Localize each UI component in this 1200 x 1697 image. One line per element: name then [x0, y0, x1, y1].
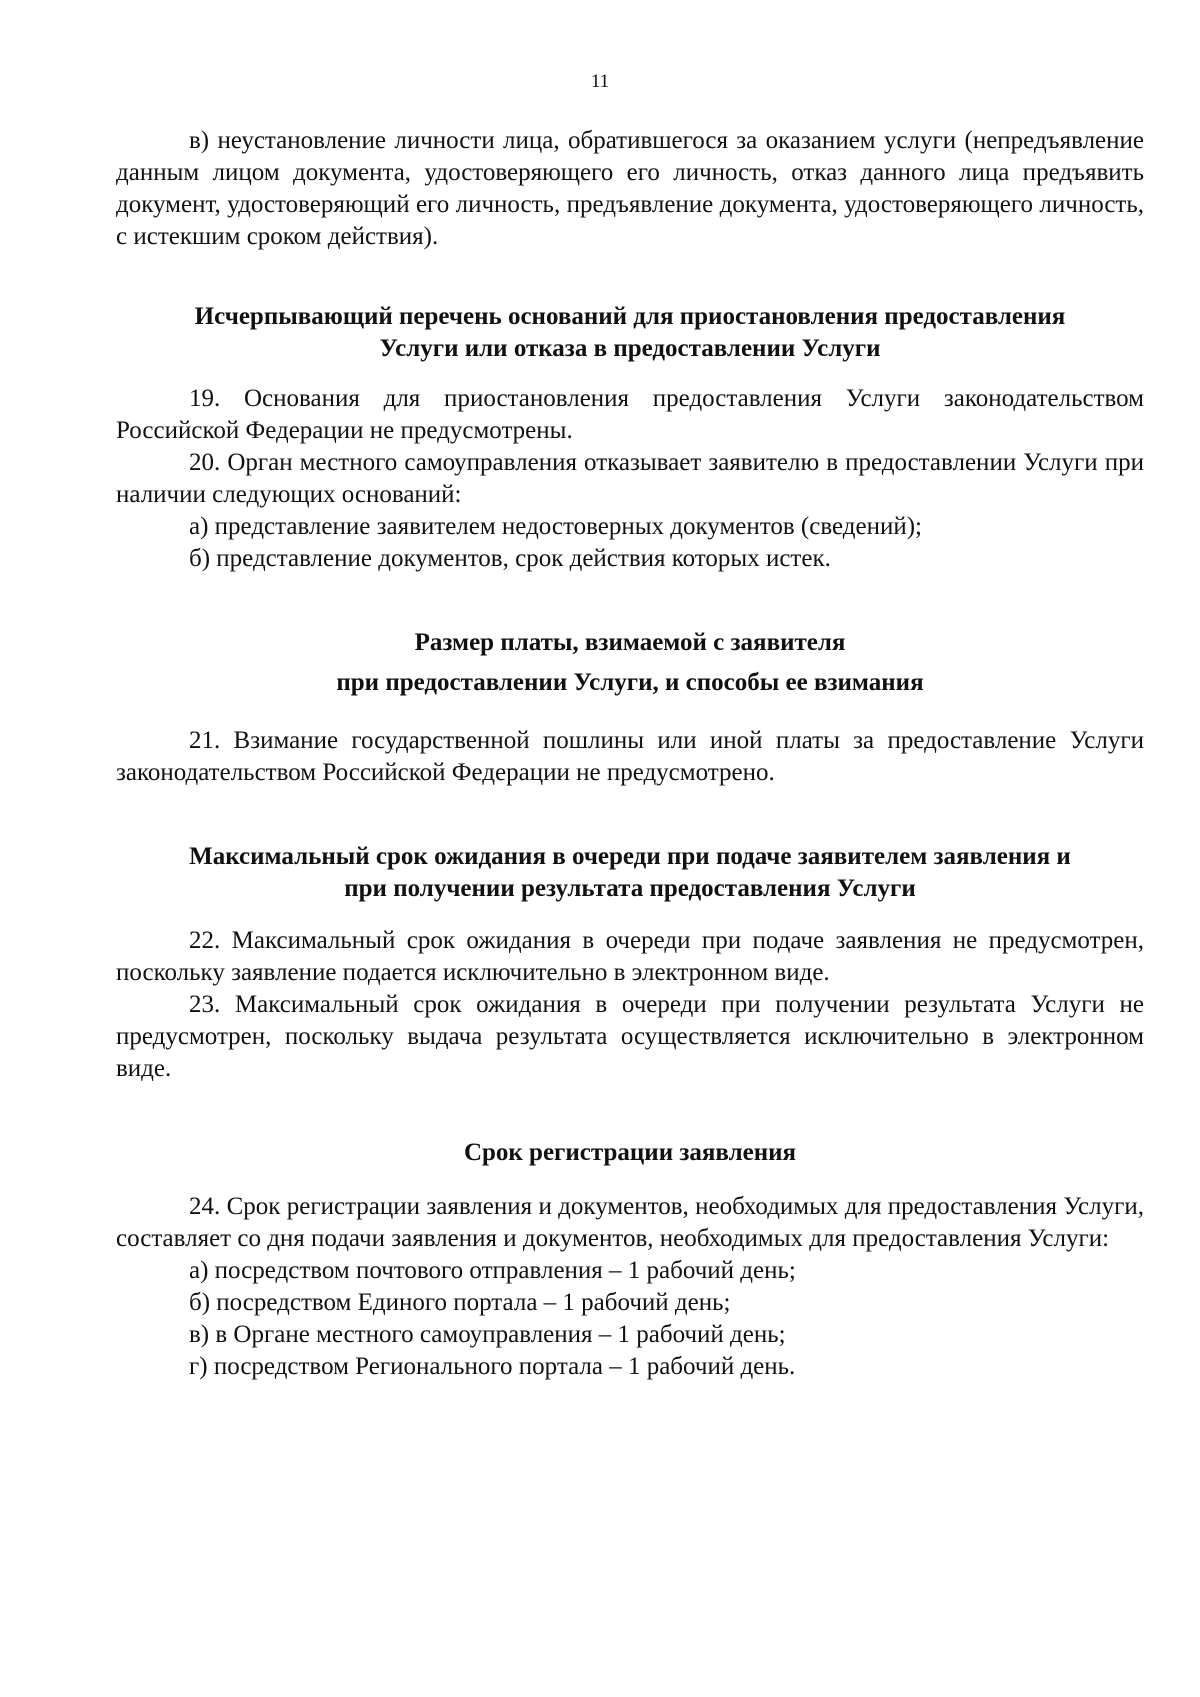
paragraph-24-a: а) посредством почтового отправления – 1 рабочий день; — [189, 1257, 796, 1284]
heading-line: Услуги или отказа в предоставлении Услуги — [379, 335, 881, 362]
paragraph-24-g: г) посредством Регионального портала – 1 рабочий день. — [189, 1353, 796, 1380]
paragraph-v-identity: в) неустановление личности лица, обратившегося за оказанием услуги (непредъявление данным лицом документа, удостоверяющего его личность, отказ данного лица предъявить документ, удостоверяющий его личность, предъявление документа, удостоверяющего личность, с истекшим сроком действия). — [116, 127, 1144, 250]
page-content — [116, 125, 1144, 1383]
paragraph-20-a: а) представление заявителем недостоверных документов (сведений); — [189, 513, 922, 540]
section-heading-suspension-grounds — [116, 301, 1144, 365]
paragraph-24: 24. Срок регистрации заявления и документов, необходимых для предоставления Услуги, составляет со дня подачи заявления и документов, необходимых для предоставления Услуги: — [116, 1193, 1144, 1252]
section-heading-registration-term — [116, 1137, 1144, 1169]
paragraph-22: 22. Максимальный срок ожидания в очереди при подаче заявления не предусмотрен, поскольку заявление подается исключительно в электронном виде. — [116, 927, 1144, 986]
heading-line: при получении результата предоставления Услуги — [344, 875, 916, 902]
paragraph-24-v: в) в Органе местного самоуправления – 1 рабочий день; — [189, 1321, 786, 1348]
paragraph-20-b: б) представление документов, срок действия которых истек. — [189, 545, 831, 572]
heading-line: Срок регистрации заявления — [463, 1139, 797, 1166]
heading-line: Размер платы, взимаемой с заявителя — [414, 629, 846, 656]
paragraph-24-b: б) посредством Единого портала – 1 рабочий день; — [189, 1289, 731, 1316]
heading-line: Максимальный срок ожидания в очереди при подаче заявителем заявления и — [189, 843, 1071, 870]
paragraph-19: 19. Основания для приостановления предоставления Услуги законодательством Российской Федерации не предусмотрены. — [116, 385, 1144, 444]
paragraph-20: 20. Орган местного самоуправления отказывает заявителю в предоставлении Услуги при наличии следующих оснований: — [116, 449, 1144, 508]
section-heading-fee — [116, 623, 1144, 703]
page-number: 11 — [590, 71, 610, 92]
heading-line: при предоставлении Услуги, и способы ее взимания — [336, 669, 924, 696]
section-heading-queue-time — [116, 841, 1144, 905]
paragraph-23: 23. Максимальный срок ожидания в очереди при получении результата Услуги не предусмотрен, поскольку выдача результата осуществляется исключительно в электронном виде. — [116, 991, 1144, 1082]
heading-line: Исчерпывающий перечень оснований для приостановления предоставления — [194, 303, 1066, 330]
paragraph-21: 21. Взимание государственной пошлины или иной платы за предоставление Услуги законодательством Российской Федерации не предусмотрено. — [116, 727, 1144, 786]
